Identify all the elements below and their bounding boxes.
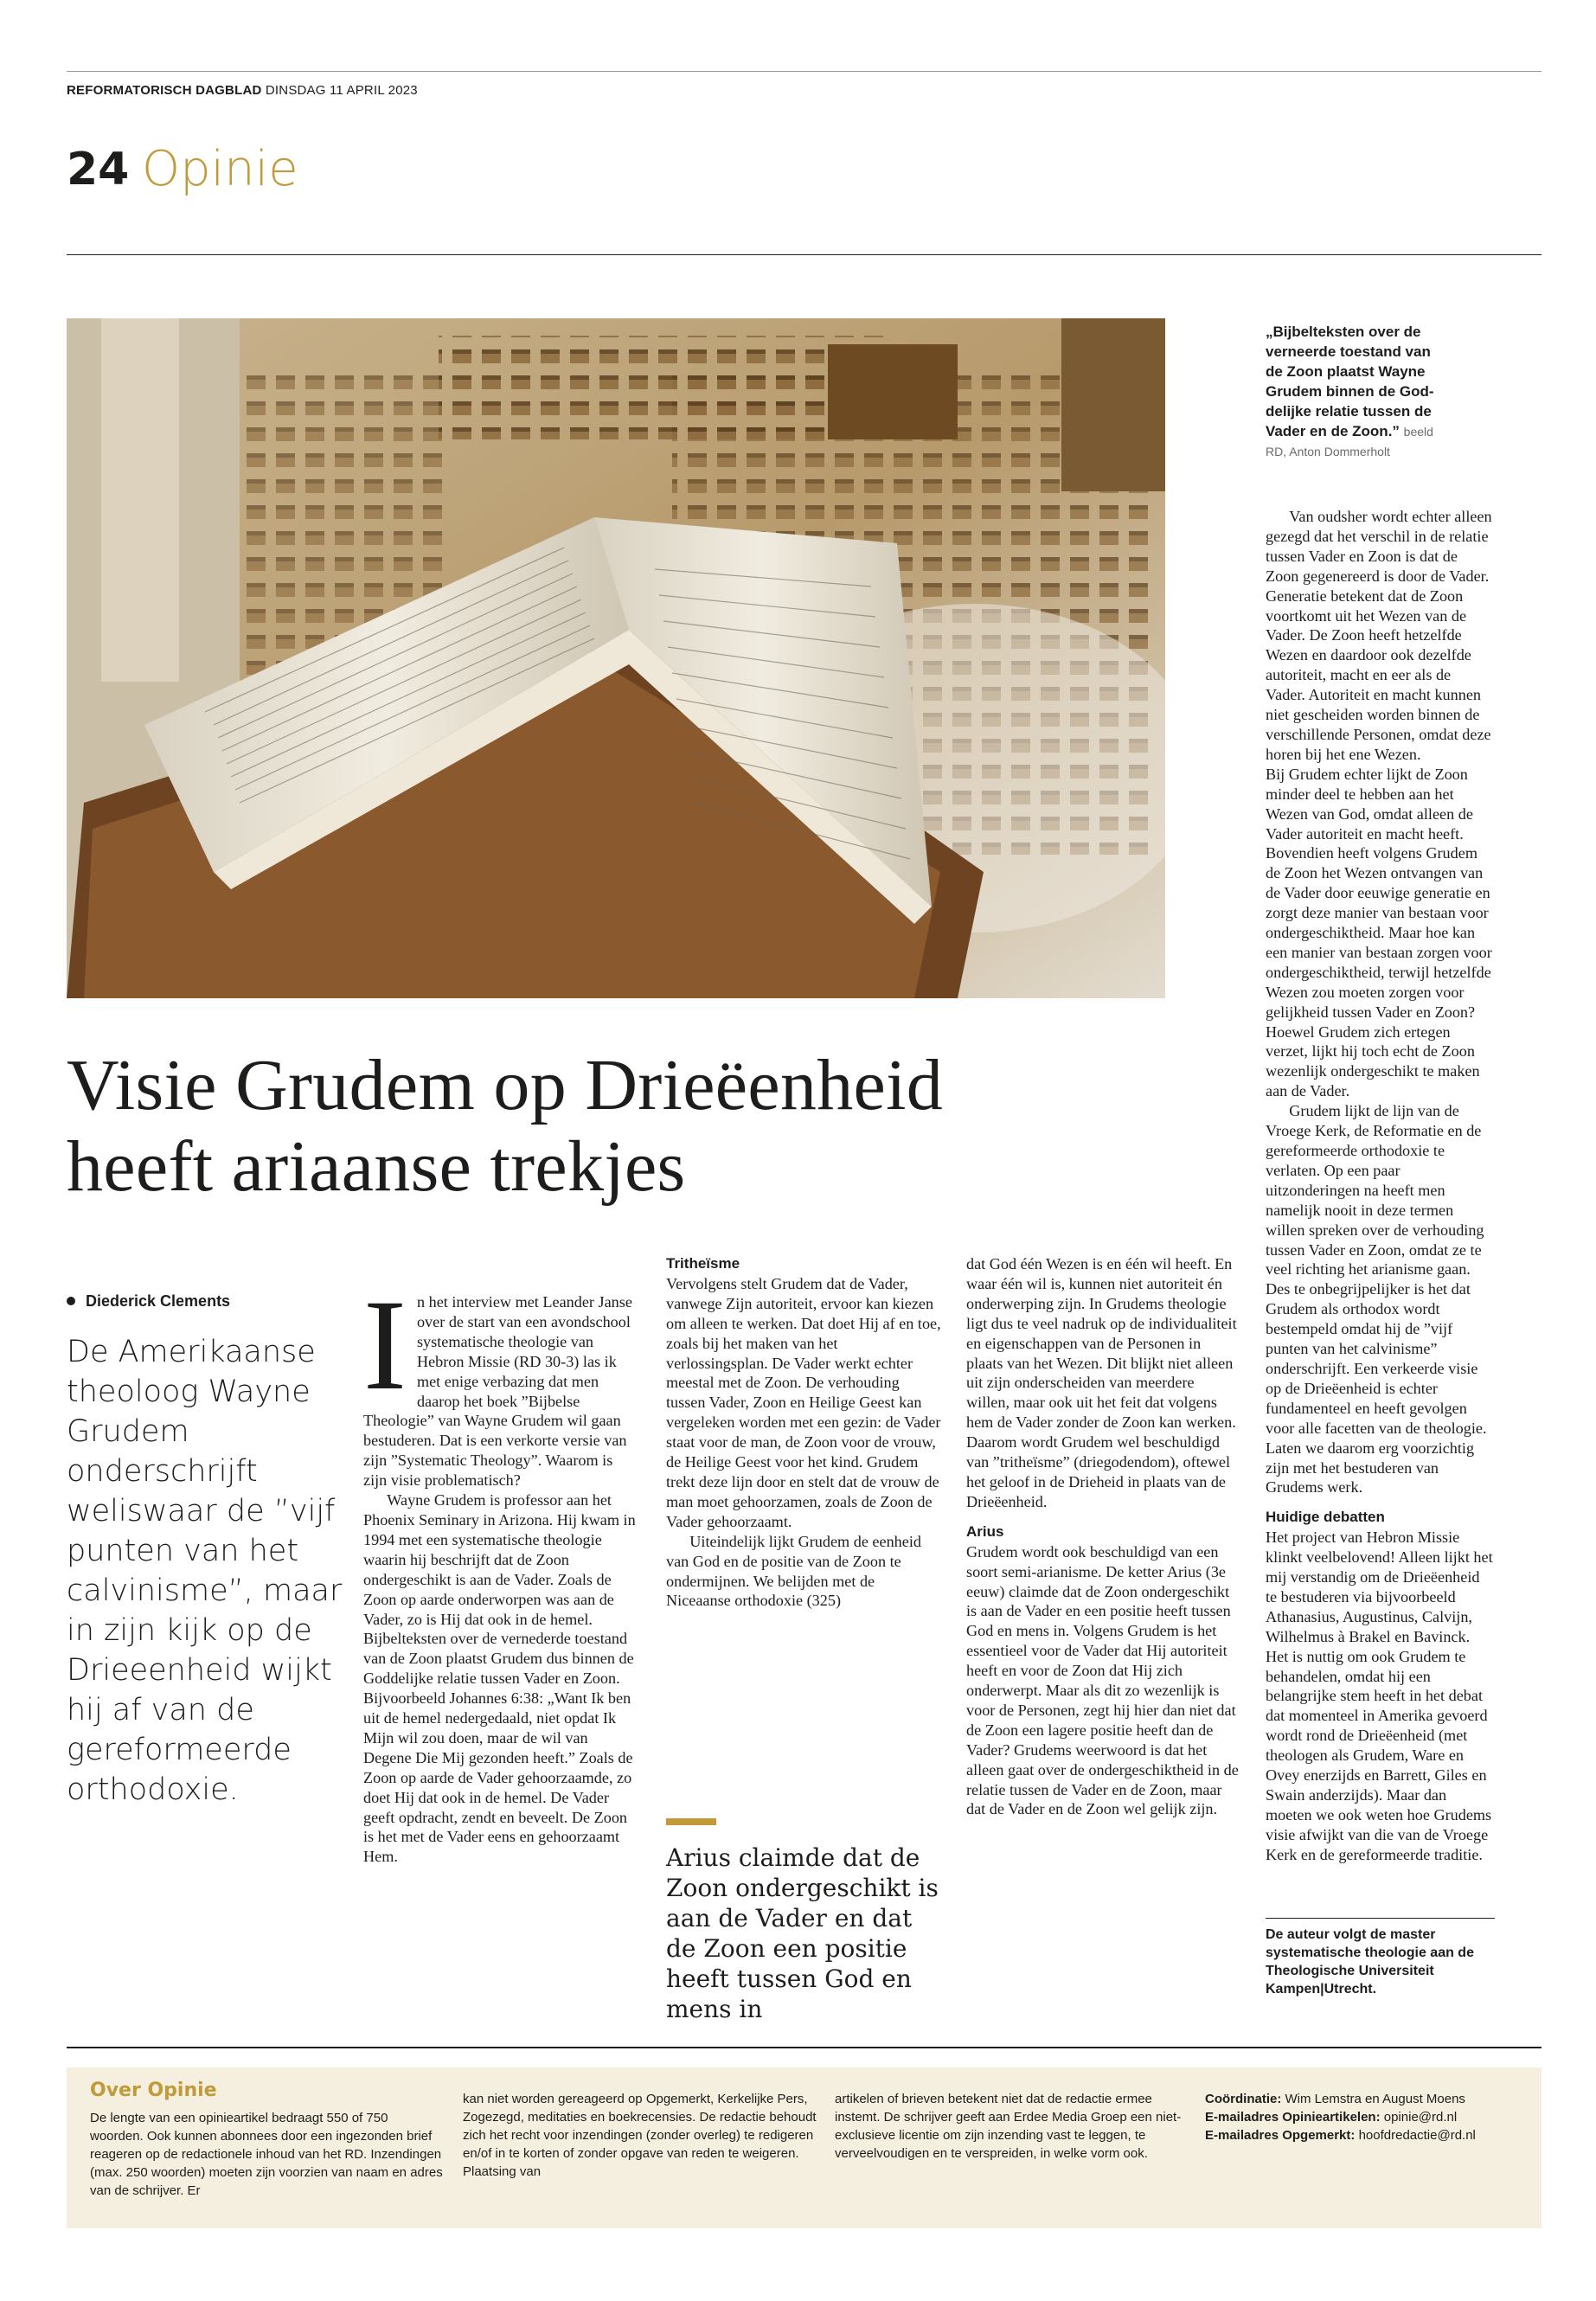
- article-column-3: [966, 1254, 1241, 1819]
- headline-line: heeft ariaanse trekjes: [67, 1126, 686, 1207]
- masthead: [67, 83, 418, 98]
- article-column-2: [666, 1254, 941, 1611]
- footer-rule: [67, 2047, 1542, 2048]
- article-column-1: [363, 1273, 638, 1867]
- paragraph: n het interview met Leander Janse over de start van een avondschool systematische theologie van Hebron Missie (RD 30-3) las ik met enige verbazing dat men daarop het boek ”Bijbelse Theologie” van Wayne Grudem wil gaan bestuderen. Dat is een verkorte versie van zijn ”Systematic Theology”. Waarom is zijn visie problematisch?: [363, 1293, 632, 1490]
- email-opgemerkt-label: E-mailadres Opgemerkt:: [1205, 2128, 1356, 2143]
- coordination-value: Wim Lemstra en August Moens: [1285, 2092, 1465, 2106]
- header-rule: [67, 71, 1542, 72]
- paragraph: Uiteindelijk lijkt Grudem de eenheid van God en de positie van de Zoon te ondermijnen. We belijden met de Niceaanse orthodoxie (325): [666, 1532, 921, 1610]
- subheading: Huidige debatten: [1266, 1509, 1385, 1526]
- footer-contact: [1205, 2090, 1534, 2144]
- photo-credit: RD, Anton Dommerholt: [1266, 445, 1390, 458]
- page-number: 24: [67, 144, 130, 195]
- byline: [67, 1292, 230, 1311]
- paragraph: Bij Grudem echter lijkt de Zoon minder deel te hebben aan het Wezen van God, omdat alleen de Vader autoriteit en macht heeft. Bovendien heeft volgens Grudem de Zoon het Wezen ontvangen van de Vader door eeuwige generatie en zorgt deze manier van bestaan voor ondergeschiktheid. Maar hoe kan een manier van bestaan zorgen voor ondergeschiktheid, terwijl hetzelfde Wezen zou moeten zorgen voor gelijkheid tussen Vader en Zoon? Hoewel Grudem zich ertegen verzet, lijkt hij toch echt de Zoon wezenlijk ondergeschikt te maken aan de Vader.: [1266, 765, 1492, 1100]
- pull-quote-accent: [666, 1818, 716, 1825]
- paragraph: Het project van Hebron Missie klinkt veelbelovend! Alleen lijkt het mij verstandig om de Drieëenheid te bestuderen via bijvoorbeeld Athanasius, Augustinus, Calvijn, Wilhelmus à Brakel en Bavinck. Het is nuttig om ook Grudem te behandelen, omdat hij een belangrijke stem heeft in het debat dat momenteel in Amerika gevoerd wordt rond de Drieëenheid (met theologen als Grudem, Ware en Ovey enerzijds en Barrett, Giles en Swain anderzijds). Maar dan moeten we ook weten hoe Grudems visie afwijkt van die van de Vroege Kerk en de gereformeerde traditie.: [1266, 1529, 1493, 1863]
- paragraph: Van oudsher wordt echter alleen gezegd dat het verschil in de relatie tussen Vader en Zoon is dat de Zoon gegenereerd is door de Vader. Generatie betekent dat de Zoon voortkomt uit het Wezen van de Vader. De Zoon heeft hetzelfde Wezen en daardoor ook dezelfde autoriteit, macht en eer als de Vader. Autoriteit en macht kunnen niet gescheiden worden binnen de verschillende Personen, omdat deze horen bij het ene Wezen.: [1266, 508, 1492, 763]
- paragraph: Grudem wordt ook beschuldigd van een soort semi-arianisme. De ketter Arius (3e eeuw) claimde dat de Zoon ondergeschikt is aan de Vader en een positie heeft tussen God en mens in. Volgens Grudem is het essentieel voor de Vader dat Hij autoriteit heeft en voor de Zoon dat Hij zich onderwerpt. Maar als dit zo wezenlijk is voor de Personen, zegt hij hier dan niet dat de Zoon een lagere positie heeft dan de Vader? Grudems weerwoord is dat het alleen gaat over de ondergeschiktheid in de relatie tussen de Vader en de Zoon, maar dat de Vader en de Zoon wel gelijk zijn.: [966, 1542, 1239, 1818]
- subheading: Arius: [966, 1522, 1004, 1540]
- paragraph: Wayne Grudem is professor aan het Phoenix Seminary in Arizona. Hij kwam in 1994 met een systematische theologie waarin hij beschrijft dat de Zoon ondergeschikt is aan de Vader. Zoals de Zoon op aarde onderworpen was aan de Vader, zo is Hij dat ook in de hemel. Bijbelteksten over de vernederde toestand van de Zoon plaatst Grudem dus binnen de Goddelijke relatie tussen Vader en Zoon. Bijvoorbeeld Johannes 6:38: „Want Ik ben uit de hemel nedergedaald, niet opdat Ik Mijn wil zou doen, maar de wil van Degene Die Mij gezonden heeft.” Zoals de Zoon op aarde de Vader gehoorzaamde, zo doet Hij dat ook in de hemel. De Vader geeft opdracht, zendt en beveelt. De Zoon is het met de Vader eens en gehoorzaamt Hem.: [363, 1491, 636, 1866]
- author-note: De auteur volgt de master systematische theologie aan de Theologische Universiteit Kampen|Utrecht.: [1266, 1918, 1495, 1998]
- paragraph: Grudem lijkt de lijn van de Vroege Kerk, de Reformatie en de gereformeerde orthodoxie te verlaten. Op een paar uitzonderingen na heeft men namelijk nooit in deze termen willen spreken over de verhouding tussen Vader en Zoon, omdat ze te veel richting het arianisme gaan. Des te onbegrijpelijker is het dat Grudem als orthodox wordt bestempeld omdat hij de ”vijf punten van het calvinisme” onderschrijft. Een verkeerde visie op de Drieëenheid is echter fundamenteel en heeft gevolgen voor alle facetten van de theologie. Laten we daarom erg voorzichtig zijn met het bestuderen van Grudems werk.: [1266, 1102, 1487, 1497]
- pull-quote: Arius claimde dat de Zoon ondergeschikt is aan de Vader en dat de Zoon een positie heeft tussen God en mens in: [666, 1843, 939, 2023]
- publication-date: DINSDAG 11 APRIL 2023: [265, 83, 418, 98]
- subheading: Tritheïsme: [666, 1255, 740, 1272]
- article-headline: [67, 1045, 1139, 1208]
- caption-line: Vader en de Zoon.”: [1266, 423, 1400, 439]
- article-photo: [67, 318, 1165, 998]
- footer-column-3: artikelen of brieven betekent niet dat de redactie ermee instemt. De schrijver geeft aan Erdee Media Groep een niet-exclusieve licentie om zijn inzending vast te leggen, te verveelvoudigen en te verspreiden, in welke vorm ook.: [835, 2092, 1182, 2161]
- caption-line: verneerde toestand van: [1266, 343, 1431, 360]
- bullet-icon: [67, 1297, 75, 1305]
- photo-caption: [1266, 322, 1490, 462]
- footer-title: Over Opinie: [90, 2080, 217, 2101]
- headline-line: Visie Grudem op Drieëenheid: [67, 1045, 944, 1125]
- paragraph: Vervolgens stelt Grudem dat de Vader, vanwege Zijn autoriteit, ervoor kan kiezen om alleen te werken. Dat doet Hij af en toe, zoals bij het maken van het verlossingsplan. De Vader werkt echter meestal met de Zoon. De verhouding tussen Vader, Zoon en Heilige Geest kan vergeleken worden met een gezin: de Vader staat voor de man, de Zoon voor de vrouw, de Heilige Geest voor het kind. Grudem trekt deze lijn door en stelt dat de vrouw de man moet gehoorzamen, zoals de Zoon de Vader gehoorzaamt.: [666, 1274, 941, 1530]
- footer-column-1: De lengte van een opinieartikel bedraagt 550 of 750 woorden. Ook kunnen abonnees door een ingezonden brief reageren op de redactionele inhoud van het RD. Inzendingen (max. 250 woorden) moeten zijn voorzien van naam en adres van de schrijver. Er: [90, 2111, 443, 2198]
- article-column-4: [1266, 507, 1493, 1865]
- email-opgemerkt-link[interactable]: hoofdredactie@rd.nl: [1358, 2128, 1476, 2143]
- section-rule: [67, 254, 1542, 255]
- publication-name: REFORMATORISCH DAGBLAD: [67, 83, 262, 98]
- email-opinie-label: E-mailadres Opinieartikelen:: [1205, 2110, 1381, 2125]
- author-name: Diederick Clements: [86, 1292, 231, 1310]
- paragraph: dat God één Wezen is en één wil heeft. En waar één wil is, kunnen niet autoriteit én onderwerping zijn. In Grudems theologie ligt dus te veel nadruk op de individualiteit en eigenschappen van de Personen in plaats van het Wezen. Dit blijkt niet alleen uit zijn onderscheiden van meerdere willen, maar ook uit het feit dat volgens hem de Vader zonder de Zoon kan werken. Daarom wordt Grudem wel beschuldigd van ”tritheïsme” (driegodendom), oftewel het geloof in de Drieheid in plaats van de Drieëenheid.: [966, 1255, 1237, 1510]
- caption-line: de Zoon plaatst Wayne: [1266, 363, 1426, 380]
- drop-cap: I: [363, 1273, 407, 1417]
- caption-credit-word: beeld: [1403, 425, 1433, 439]
- footer-column-2: kan niet worden gereageerd op Opgemerkt, Kerkelijke Pers, Zogezegd, meditaties en boekrecensies. De redactie behoudt zich het recht voor inzendingen (zonder overleg) te redigeren en/of in te korten of zonder opgave van reden te weigeren. Plaatsing van: [463, 2092, 817, 2179]
- caption-line: „Bijbelteksten over de: [1266, 324, 1421, 340]
- coordination-label: Coördinatie:: [1205, 2092, 1282, 2106]
- email-opinie-link[interactable]: opinie@rd.nl: [1383, 2110, 1458, 2125]
- caption-line: delijke relatie tussen de: [1266, 403, 1432, 420]
- section-title: Opinie: [142, 141, 298, 197]
- caption-line: Grudem binnen de God-: [1266, 383, 1434, 400]
- article-intro: De Amerikaanse theoloog Wayne Grudem onderschrijft weliswaar de ”vijf punten van het calvinisme”, maar in zijn kijk op de Drieeenheid wijkt hij af van de gereformeerde orthodoxie.: [67, 1335, 343, 1807]
